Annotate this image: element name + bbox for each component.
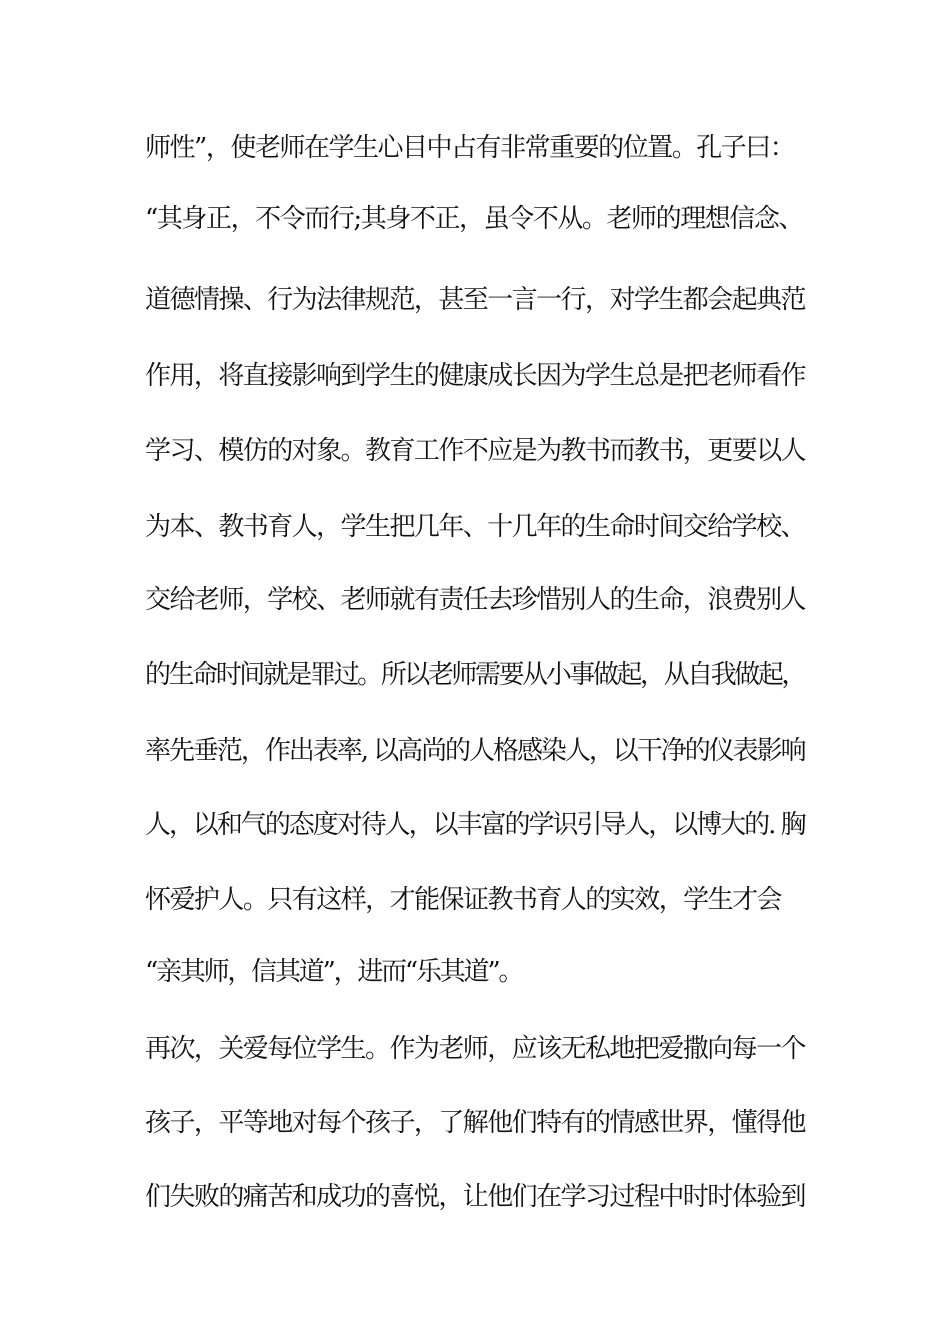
text-line-13: 再次，关爱每位学生。作为老师，应该无私地把爱撒向每一个 [145, 1034, 806, 1064]
text-line-14: 孩子，平等地对每个孩子，了解他们特有的情感世界，懂得他 [145, 1108, 806, 1138]
text-line-2: “其身正，不令而行;其身不正，虽令不从。老师的理想信念、 [145, 204, 804, 234]
text-line-10: 人，以和气的态度对待人，以丰富的学识引导人，以博大的. 胸 [145, 810, 805, 840]
text-line-12: “亲其师，信其道”，进而“乐其道”。 [145, 957, 523, 987]
text-line-5: 学习、模仿的对象。教育工作不应是为教书而教书，更要以人 [145, 436, 806, 466]
text-line-9: 率先垂范，作出表率, 以高尚的人格感染人，以干净的仪表影响 [145, 736, 805, 766]
text-line-11: 怀爱护人。只有这样，才能保证教书育人的实效，学生才会 [145, 885, 782, 915]
text-line-15: 们失败的痛苦和成功的喜悦，让他们在学习过程中时时体验到 [145, 1182, 806, 1212]
text-line-1: 师性”，使老师在学生心目中占有非常重要的位置。孔子曰： [145, 133, 795, 163]
text-line-8: 的生命时间就是罪过。所以老师需要从小事做起，从自我做起， [145, 660, 806, 690]
text-line-7: 交给老师，学校、老师就有责任去珍惜别人的生命，浪费别人 [145, 585, 806, 615]
text-line-3: 道德情操、行为法律规范，甚至一言一行，对学生都会起典范 [145, 285, 806, 315]
text-line-4: 作用，将直接影响到学生的健康成长因为学生总是把老师看作 [145, 361, 806, 391]
text-line-6: 为本、教书育人，学生把几年、十几年的生命时间交给学校、 [145, 512, 806, 542]
